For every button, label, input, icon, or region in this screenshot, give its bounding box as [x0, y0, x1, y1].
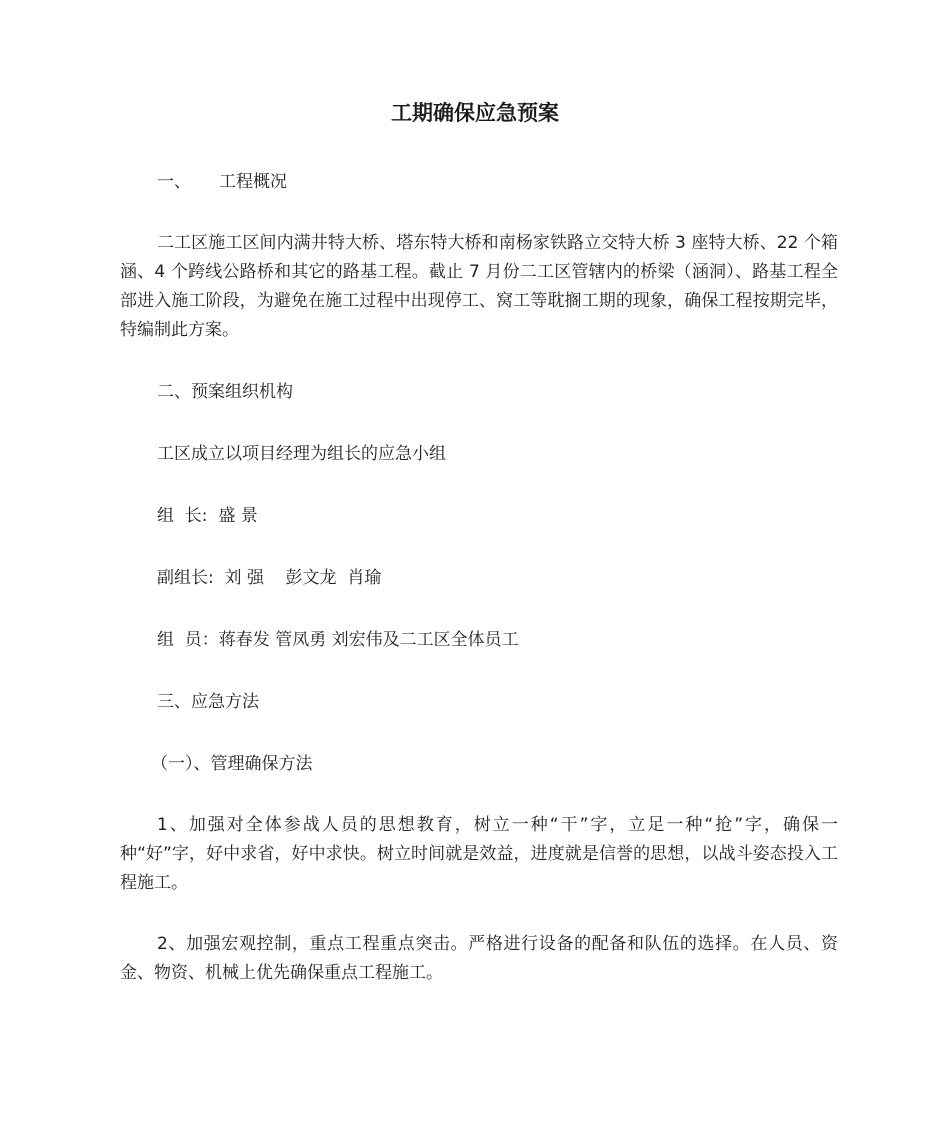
members-line: 组 员：蒋春发 管凤勇 刘宏伟及二工区全体员工	[157, 630, 519, 650]
deputy-leader-line: 副组长: 刘 强 彭文龙 肖瑜	[157, 568, 382, 588]
measure-item-1: 1、加强对全体参战人员的思想教育，树立一种“干”字，立足一种“抢”字，确保一种“好”字，好中求省，好中求快。树立时间就是效益，进度就是信誉的思想，以战斗姿态投入工程施工。	[120, 815, 838, 893]
document-title: 工期确保应急预案	[391, 101, 559, 125]
section-heading-measures: 三、应急方法	[157, 692, 259, 712]
section-heading-organization: 二、预案组织机构	[157, 382, 293, 402]
organization-intro: 工区成立以项目经理为组长的应急小组	[157, 444, 446, 464]
section-title: 工程概况	[219, 172, 287, 192]
section-heading-overview	[157, 167, 840, 197]
overview-paragraph: 二工区施工区间内满井特大桥、塔东特大桥和南杨家铁路立交特大桥 3 座特大桥、22 个箱涵、4 个跨线公路桥和其它的路基工程。截止 7 月份二工区管辖内的桥梁（涵洞）、路基工程全部进入施工阶段，为避免在施工过程中出现停工、窝工等耽搁工期的现象，确保工程按期完毕，特编制此方案。	[120, 233, 838, 340]
section-number: 一、	[157, 172, 191, 192]
leader-line: 组 长: 盛 景	[157, 506, 258, 526]
measure-item-2: 2、加强宏观控制，重点工程重点突击。严格进行设备的配备和队伍的选择。在人员、资金、物资、机械上优先确保重点工程施工。	[120, 934, 838, 983]
subsection-heading-management: （一）、管理确保方法	[151, 754, 313, 774]
